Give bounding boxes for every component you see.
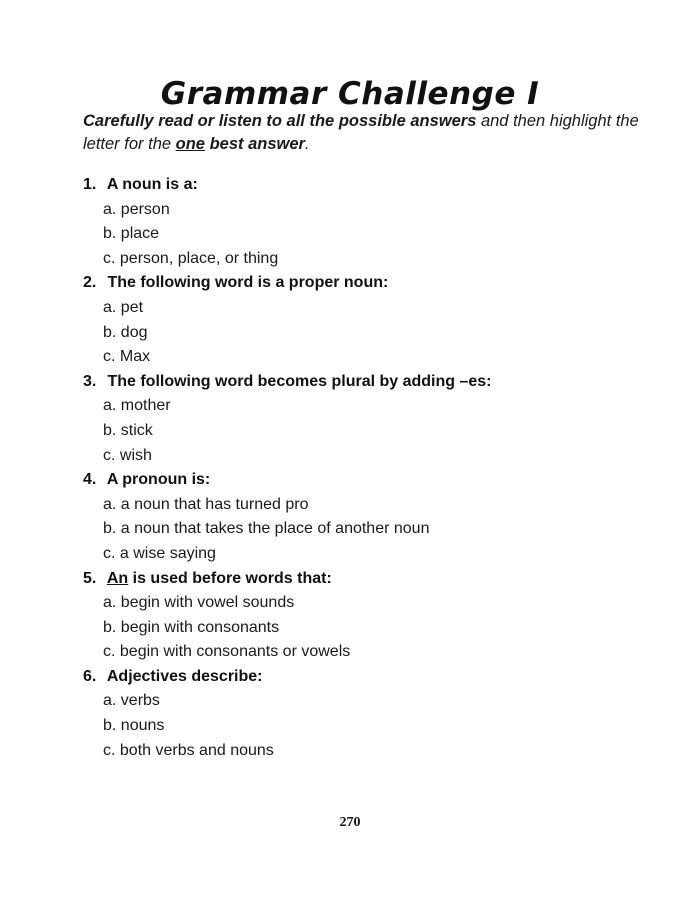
question-prompt: Adjectives describe: (106, 667, 263, 685)
instructions-underlined-word: one (175, 135, 205, 153)
question-4 (83, 468, 643, 566)
question-number: 1. (83, 176, 97, 193)
question-prompt: The following word becomes plural by adding –es: (107, 372, 492, 390)
question-text (83, 370, 643, 395)
question-number: 4. (83, 471, 97, 489)
question-6 (83, 665, 643, 763)
answer-option[interactable]: c. wish (103, 446, 152, 464)
question-prompt: A pronoun is: (106, 471, 211, 489)
question-number: 3. (83, 372, 97, 390)
question-prompt: is used before words that: (128, 569, 332, 587)
question-text (83, 567, 643, 592)
question-text (83, 173, 643, 198)
question-text (83, 665, 643, 690)
answer-option[interactable]: b. dog (103, 323, 148, 341)
answer-option[interactable]: b. a noun that takes the place of another noun (103, 520, 430, 538)
question-1 (83, 173, 643, 271)
answer-option[interactable]: b. begin with consonants (103, 618, 280, 636)
question-text (83, 468, 643, 493)
answer-option[interactable]: a. pet (103, 298, 144, 316)
question-prompt: A noun is a: (106, 176, 198, 193)
instructions-bold-tail: best answer (204, 135, 305, 153)
answer-option[interactable]: a. a noun that has turned pro (103, 495, 309, 513)
page-number: 270 (339, 815, 361, 830)
question-number: 2. (83, 274, 97, 292)
answer-option[interactable]: c. Max (103, 348, 151, 366)
answer-option[interactable]: c. a wise saying (103, 544, 216, 562)
question-2 (83, 271, 643, 369)
answer-option[interactable]: b. nouns (103, 717, 165, 735)
answer-option[interactable]: a. person (103, 200, 170, 218)
answer-option[interactable]: c. both verbs and nouns (103, 741, 274, 759)
answer-option[interactable]: a. verbs (103, 692, 160, 710)
instructions (83, 110, 643, 156)
instructions-emphasis (176, 135, 305, 153)
answer-option[interactable]: b. place (103, 225, 160, 243)
answer-option[interactable]: b. stick (103, 421, 153, 439)
instructions-bold-lead: Carefully read or listen to all the possible answers (83, 112, 477, 130)
answer-option[interactable]: c. begin with consonants or vowels (103, 643, 351, 661)
question-list (83, 173, 643, 763)
answer-option[interactable]: a. begin with vowel sounds (103, 594, 295, 612)
question-text (83, 271, 643, 296)
question-3 (83, 370, 643, 468)
question-5 (83, 567, 643, 665)
page-title: Grammar Challenge I (160, 76, 540, 112)
question-prompt: The following word is a proper noun: (107, 274, 389, 292)
question-number: 5. (83, 569, 97, 587)
instructions-text: and then highlight the letter for the (83, 112, 639, 153)
underlined-word: An (106, 569, 129, 587)
question-number: 6. (83, 667, 97, 685)
instructions-period: . (304, 135, 310, 153)
answer-option[interactable]: a. mother (103, 397, 171, 415)
answer-option[interactable]: c. person, place, or thing (103, 249, 279, 267)
